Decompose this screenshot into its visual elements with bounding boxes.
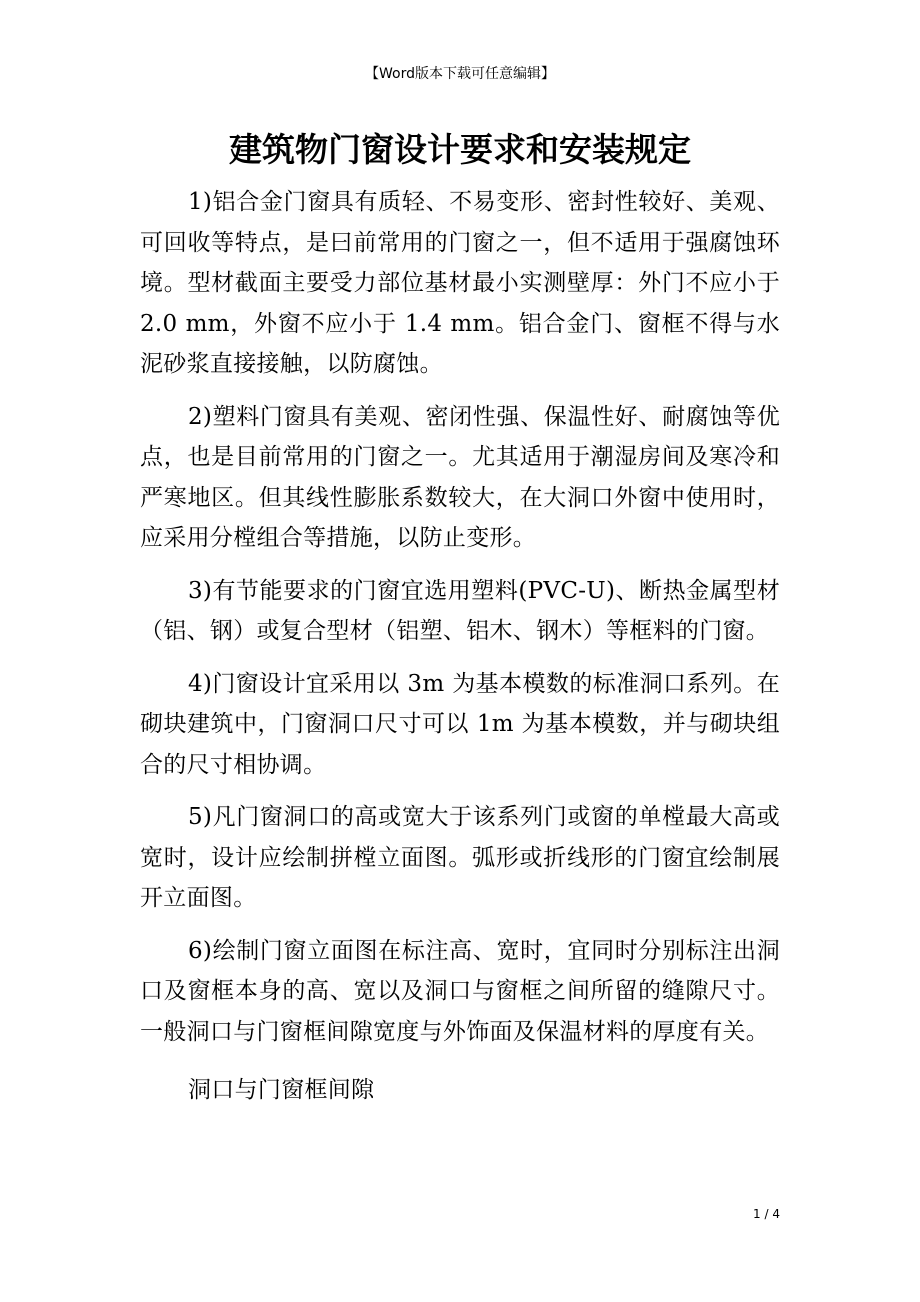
paragraph-7: 洞口与门窗框间隙 <box>188 1077 375 1103</box>
paragraph-2: 2)塑料门窗具有美观、密闭性强、保温性好、耐腐蚀等优点，也是目前常用的门窗之一。尤其适用于潮湿房间及寒冷和严寒地区。但其线性膨胀系数较大，在大洞口外窗中使用时，应采用分樘组合等措施，以防止变形。 <box>140 403 780 551</box>
page-number: 1 / 4 <box>753 1207 780 1221</box>
document-title: 建筑物门窗设计要求和安装规定 <box>229 130 691 169</box>
paragraph-4: 4)门窗设计宜采用以 3m 为基本模数的标准洞口系列。在砌块建筑中，门窗洞口尺寸可以 1m 为基本模数，并与砌块组合的尺寸相协调。 <box>140 670 780 778</box>
paragraph-1: 1)铝合金门窗具有质轻、不易变形、密封性较好、美观、可回收等特点，是曰前常用的门窗之一，但不适用于强腐蚀环境。型材截面主要受力部位基材最小实测壁厚：外门不应小于 2.0 mm，外窗不应小于 1.4 mm。铝合金门、窗框不得与水泥砂浆直接接触，以防腐蚀。 <box>140 189 780 377</box>
paragraph-6: 6)绘制门窗立面图在标注高、宽时，宜同时分别标注出洞口及窗框本身的高、宽以及洞口与窗框之间所留的缝隙尺寸。一般洞口与门窗框间隙宽度与外饰面及保温材料的厚度有关。 <box>140 937 780 1045</box>
header-note: 【Word版本下载可任意编辑】 <box>365 66 555 82</box>
paragraph-3: 3)有节能要求的门窗宜选用塑料(PVC-U)、断热金属型材（铝、钢）或复合型材（铝塑、铝木、钢木）等框料的门窗。 <box>140 577 780 644</box>
document-body <box>140 182 780 1123</box>
paragraph-5: 5)凡门窗洞口的高或宽大于该系列门或窗的单樘最大高或宽时，设计应绘制拼樘立面图。弧形或折线形的门窗宜绘制展开立面图。 <box>140 804 780 911</box>
